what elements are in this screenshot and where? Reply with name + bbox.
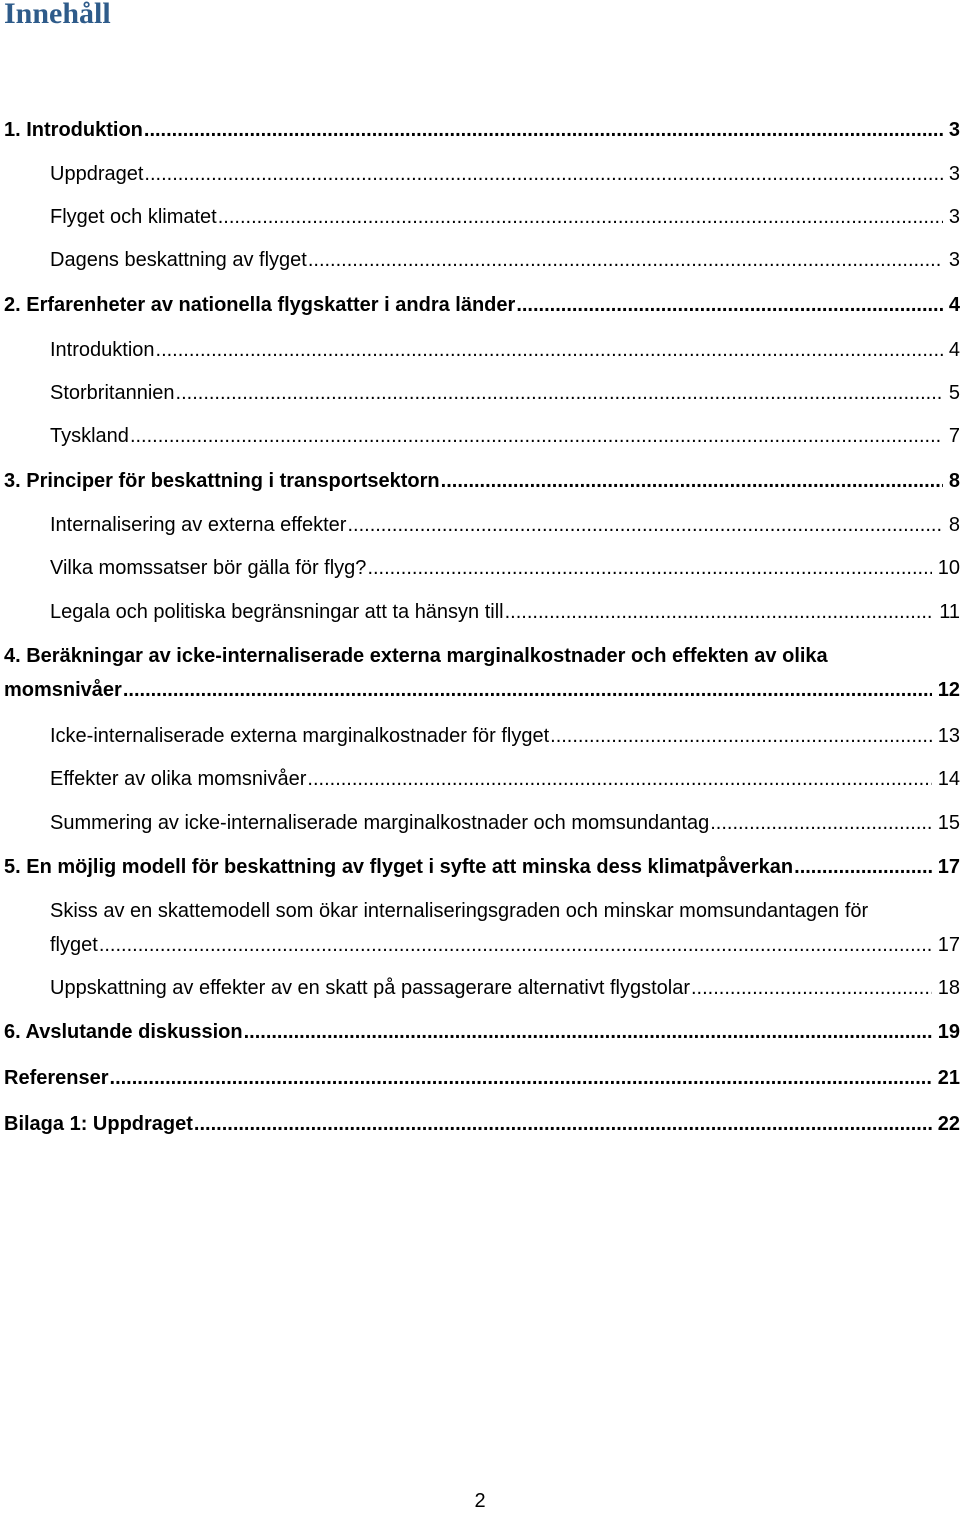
toc-entry-tyskland[interactable] — [0, 421, 960, 451]
page-number-footer: 2 — [474, 1490, 486, 1512]
toc-page-number: 17 — [937, 934, 960, 956]
toc-entry-label: flyget — [50, 934, 98, 956]
dot-leader — [367, 553, 931, 583]
toc-entry-introduktion[interactable] — [0, 115, 960, 145]
dot-leader — [505, 597, 934, 627]
toc-entry-label: Introduktion — [50, 339, 155, 361]
toc-entry-label: 2. Erfarenheter av nationella flygskatter i andra länder — [4, 294, 516, 316]
dot-leader — [218, 202, 943, 232]
toc-entry-label: Tyskland — [50, 425, 129, 447]
toc-page-number: 22 — [937, 1113, 960, 1135]
dot-leader — [99, 930, 932, 960]
toc-entry-uppdraget[interactable] — [0, 159, 960, 189]
dot-leader — [794, 852, 932, 882]
toc-entry-mojlig-modell[interactable] — [0, 852, 960, 882]
toc-page-number: 3 — [948, 206, 960, 228]
toc-entry-dagens-beskattning[interactable] — [0, 245, 960, 275]
toc-page-number: 3 — [948, 249, 960, 271]
toc-page-number: 13 — [937, 725, 960, 747]
toc-entry-label: Dagens beskattning av flyget — [50, 249, 307, 271]
toc-entry-label: 5. En möjlig modell för beskattning av flyget i syfte att minska dess klimatpåverkan — [4, 856, 794, 878]
toc-entry-label: Storbritannien — [50, 382, 175, 404]
toc-entry-label-line1: Skiss av en skattemodell som ökar internaliseringsgraden och minskar momsundantagen för — [50, 900, 869, 922]
toc-entry-label: Flyget och klimatet — [50, 206, 217, 228]
toc-page-number: 3 — [948, 119, 960, 141]
dot-leader — [441, 466, 943, 496]
toc-page-number: 18 — [937, 977, 960, 999]
dot-leader — [176, 378, 943, 408]
dot-leader — [156, 335, 943, 365]
toc-entry-uppskattning[interactable] — [0, 973, 960, 1003]
toc-entry-label: Bilaga 1: Uppdraget — [4, 1113, 193, 1135]
dot-leader — [194, 1109, 932, 1139]
toc-entry-effekter-momsnivaer[interactable] — [0, 764, 960, 794]
toc-page-number: 17 — [937, 856, 960, 878]
toc-entry-label: 3. Principer för beskattning i transportsektorn — [4, 470, 440, 492]
toc-entry-label: momsnivåer — [4, 679, 122, 701]
toc-page-number: 19 — [937, 1021, 960, 1043]
toc-entry-label: Vilka momssatser bör gälla för flyg? — [50, 557, 367, 579]
toc-entry-skiss-skattemodell[interactable] — [0, 896, 960, 968]
dot-leader — [516, 290, 943, 320]
dot-leader — [550, 721, 932, 751]
dot-leader — [308, 245, 943, 275]
toc-page-number: 14 — [937, 768, 960, 790]
toc-page-number: 15 — [937, 812, 960, 834]
dot-leader — [144, 115, 943, 145]
toc-entry-storbritannien[interactable] — [0, 378, 960, 408]
toc-entry-avslutande-diskussion[interactable] — [0, 1017, 960, 1047]
toc-entry-label: Legala och politiska begränsningar att ta hänsyn till — [50, 601, 504, 623]
toc-heading: Innehåll — [4, 0, 111, 30]
toc-page-number: 3 — [948, 163, 960, 185]
toc-entry-legala-begransningar[interactable] — [0, 597, 960, 627]
dot-leader — [110, 1063, 932, 1093]
toc-entry-label: Summering av icke-internaliserade marginalkostnader och momsundantag — [50, 812, 710, 834]
dot-leader — [691, 973, 932, 1003]
toc-entry-label: 6. Avslutande diskussion — [4, 1021, 243, 1043]
toc-entry-introduktion-sub[interactable] — [0, 335, 960, 365]
toc-entry-label: 1. Introduktion — [4, 119, 143, 141]
toc-entry-berakningar[interactable] — [0, 641, 960, 713]
toc-entry-label: Effekter av olika momsnivåer — [50, 768, 307, 790]
dot-leader — [244, 1017, 932, 1047]
toc-page-number: 4 — [948, 294, 960, 316]
dot-leader — [307, 764, 931, 794]
toc-entry-internalisering[interactable] — [0, 510, 960, 540]
toc-entry-label: Uppskattning av effekter av en skatt på passagerare alternativt flygstolar — [50, 977, 690, 999]
toc-page-number: 5 — [948, 382, 960, 404]
toc-page-number: 8 — [948, 470, 960, 492]
toc-entry-label: Icke-internaliserade externa marginalkostnader för flyget — [50, 725, 550, 747]
toc-page-number: 10 — [937, 557, 960, 579]
toc-entry-label: Uppdraget — [50, 163, 144, 185]
toc-page-number: 11 — [939, 601, 960, 623]
dot-leader — [710, 808, 932, 838]
toc-page-number: 12 — [937, 679, 960, 701]
toc-page-number: 8 — [948, 514, 960, 536]
toc-entry-flyget-och-klimatet[interactable] — [0, 202, 960, 232]
toc-entry-label-line1: 4. Beräkningar av icke-internaliserade externa marginalkostnader och effekten av olika — [4, 645, 828, 667]
toc-page-number: 21 — [937, 1067, 960, 1089]
toc-entry-icke-internaliserade[interactable] — [0, 721, 960, 751]
toc-page-number: 4 — [948, 339, 960, 361]
dot-leader — [347, 510, 942, 540]
toc-entry-erfarenheter[interactable] — [0, 290, 960, 320]
toc-page-number: 7 — [948, 425, 960, 447]
toc-entry-bilaga[interactable] — [0, 1109, 960, 1139]
toc-entry-summering[interactable] — [0, 808, 960, 838]
toc-entry-label: Internalisering av externa effekter — [50, 514, 347, 536]
toc-entry-momssatser[interactable] — [0, 553, 960, 583]
toc-entry-principer[interactable] — [0, 466, 960, 496]
dot-leader — [144, 159, 942, 189]
dot-leader — [130, 421, 943, 451]
dot-leader — [123, 675, 932, 705]
toc-entry-label: Referenser — [4, 1067, 109, 1089]
toc-entry-referenser[interactable] — [0, 1063, 960, 1093]
